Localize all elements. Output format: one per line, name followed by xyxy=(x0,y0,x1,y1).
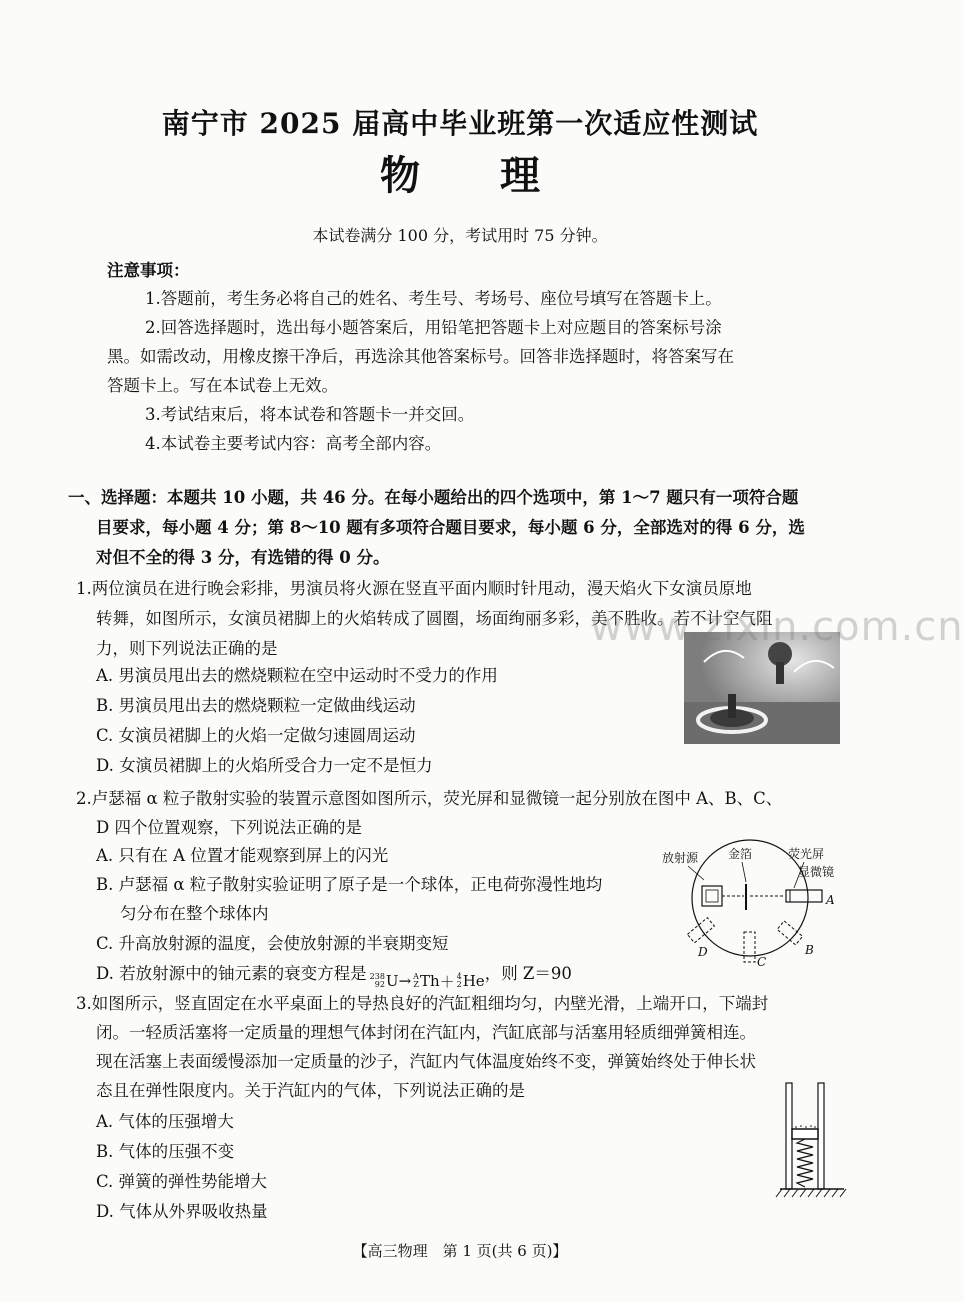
cylinder-diagram xyxy=(760,1075,850,1205)
q2-option-a: A. 只有在 A 位置才能观察到屏上的闪光 xyxy=(96,846,389,865)
notes-line-3: 3.考试结束后，将本试卷和答题卡一并交回。 xyxy=(145,405,475,424)
label-source: 放射源 xyxy=(662,851,699,865)
spring xyxy=(797,1139,813,1187)
label-screen: 荧光屏 xyxy=(788,847,825,861)
label-foil: 金箔 xyxy=(728,847,753,861)
section-instructions-1: 一、选择题：本题共 10 小题，共 46 分。在每小题给出的四个选项中，第 1～7 题只有一项符合题 xyxy=(68,488,799,507)
microscope-c xyxy=(744,932,755,962)
q1-stem-1: 1.两位演员在进行晚会彩排，男演员将火源在竖直平面内顺时针甩动，漫天焰火下女演员原地 xyxy=(76,579,752,598)
q1-stem-2: 转舞，如图所示，女演员裙脚上的火焰转成了圆圈，场面绚丽多彩，美不胜收。若不计空气阻 xyxy=(96,609,773,628)
label-microscope: 显微镜 xyxy=(798,865,835,879)
label-b: B xyxy=(805,943,814,957)
q3-option-d: D. 气体从外界吸收热量 xyxy=(96,1202,268,1221)
q2-option-c: C. 升高放射源的温度，会使放射源的半衰期变短 xyxy=(96,934,449,953)
q2-stem-1: 2.卢瑟福 α 粒子散射实验的装置示意图如图所示，荧光屏和显微镜一起分别放在图中 A、B、C、 xyxy=(76,789,783,808)
piston xyxy=(792,1129,818,1139)
q1-option-a: A. 男演员甩出去的燃烧颗粒在空中运动时不受力的作用 xyxy=(96,666,498,685)
label-c: C xyxy=(757,955,767,969)
q3-option-b: B. 气体的压强不变 xyxy=(96,1142,235,1161)
q1-stem-3: 力，则下列说法正确的是 xyxy=(96,639,278,658)
decay-equation: 238 92 U → A Z Th ＋ 4 2 He xyxy=(369,972,485,991)
q3-stem-1: 3.如图所示，竖直固定在水平桌面上的导热良好的汽缸粗细均匀，内壁光滑，上端开口，下端封 xyxy=(76,994,769,1013)
subject-title: 物理 xyxy=(380,152,620,199)
q2-option-b-1: B. 卢瑟福 α 粒子散射实验证明了原子是一个球体，正电荷弥漫性地均 xyxy=(96,875,603,894)
q2-option-d: D. 若放射源中的铀元素的衰变方程是 238 92 U → A Z Th ＋ 4 2 He ，则 Z＝90 xyxy=(96,964,572,991)
label-a: A xyxy=(826,893,835,907)
microscope-a xyxy=(786,890,822,902)
notes-heading: 注意事项： xyxy=(107,261,190,280)
exam-info: 本试卷满分 100 分，考试用时 75 分钟。 xyxy=(312,226,608,245)
q1-option-c: C. 女演员裙脚上的火焰一定做匀速圆周运动 xyxy=(96,726,416,745)
q3-stem-3: 现在活塞上表面缓慢添加一定质量的沙子，汽缸内气体温度始终不变，弹簧始终处于伸长状 xyxy=(96,1052,756,1071)
exam-title: 南宁市 2025 届高中毕业班第一次适应性测试 xyxy=(161,107,759,140)
section-instructions-2: 目要求，每小题 4 分；第 8～10 题有多项符合题目要求，每小题 6 分，全部选对的得 6 分，选 xyxy=(96,518,805,537)
label-d: D xyxy=(698,945,708,959)
q2-stem-2: D 四个位置观察，下列说法正确的是 xyxy=(96,818,362,837)
scattering-apparatus-diagram xyxy=(660,840,850,980)
notes-line-4: 4.本试卷主要考试内容：高考全部内容。 xyxy=(145,434,442,453)
q3-option-c: C. 弹簧的弹性势能增大 xyxy=(96,1172,268,1191)
watermark: www.zixin.com.cn xyxy=(590,604,964,650)
notes-line-2a: 2.回答选择题时，选出每小题答案后，用铅笔把答题卡上对应题目的答案标号涂 xyxy=(145,318,722,337)
q2-option-b-2: 匀分布在整个球体内 xyxy=(120,904,269,923)
notes-line-2c: 答题卡上。写在本试卷上无效。 xyxy=(107,376,338,395)
source-box xyxy=(702,886,722,906)
q1-option-b: B. 男演员甩出去的燃烧颗粒一定做曲线运动 xyxy=(96,696,416,715)
q1-option-d: D. 女演员裙脚上的火焰所受合力一定不是恒力 xyxy=(96,756,433,775)
section-instructions-3: 对但不全的得 3 分，有选错的得 0 分。 xyxy=(96,548,390,567)
notes-line-1: 1.答题前，考生务必将自己的姓名、考生号、考场号、座位号填写在答题卡上。 xyxy=(145,289,722,308)
q3-option-a: A. 气体的压强增大 xyxy=(96,1112,234,1131)
q3-stem-4: 态且在弹性限度内。关于汽缸内的气体，下列说法正确的是 xyxy=(96,1081,525,1100)
q3-stem-2: 闭。一轻质活塞将一定质量的理想气体封闭在汽缸内，汽缸底部与活塞用轻质细弹簧相连。 xyxy=(96,1023,756,1042)
page-footer: 【高三物理 第 1 页(共 6 页)】 xyxy=(352,1242,568,1260)
notes-line-2b: 黑。如需改动，用橡皮擦干净后，再选涂其他答案标号。回答非选择题时，将答案写在 xyxy=(107,347,734,366)
